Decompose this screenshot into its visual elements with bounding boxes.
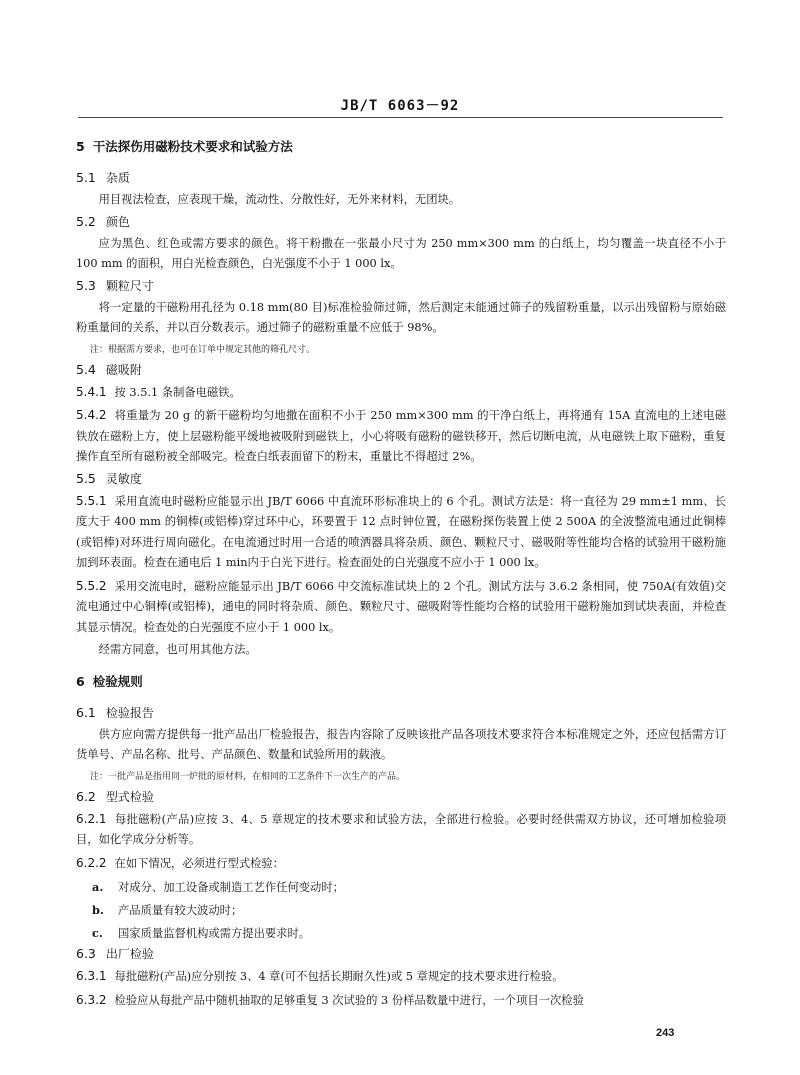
list-item-label: c. <box>92 926 103 940</box>
clause-6-3-heading <box>76 945 726 963</box>
clause-title: 颗粒尺寸 <box>105 278 154 293</box>
clause-title: 型式检验 <box>105 789 154 804</box>
clause-6-1-text: 供方应向需方提供每一批产品出厂检验报告，报告内容除了反映该批产品各项技术要求符合本标准规定之外，还应包括需方订货单号、产品名称、批号、产品颜色、数量和试验所用的载液。 <box>76 727 726 761</box>
clause-title: 灵敏度 <box>105 471 142 486</box>
list-item-label: b. <box>92 903 104 917</box>
clause-number: 6.2.1 <box>76 811 107 826</box>
clause-number: 5.5.2 <box>76 578 107 593</box>
list-item-label: a. <box>92 880 104 894</box>
clause-number: 5.4.2 <box>76 408 107 422</box>
clause-number: 6.3.2 <box>76 992 107 1007</box>
clause-text: 按 3.5.1 条制备电磁铁。 <box>114 385 241 399</box>
page-number: 243 <box>656 1027 675 1039</box>
list-item-text: 产品质量有较大波动时； <box>118 904 243 917</box>
clause-6-3-1 <box>76 966 726 988</box>
section-title: 检验规则 <box>92 673 143 689</box>
header-rule <box>78 117 723 118</box>
section-number: 5 <box>76 139 85 154</box>
list-item-text: 对成分、加工设备或制造工艺作任何变动时； <box>118 881 344 894</box>
clause-6-1-heading <box>76 704 726 722</box>
clause-5-1-heading <box>76 169 726 187</box>
clause-5-1-text: 用目视法检查，应表现干燥，流动性、分散性好，无外来材料，无团块。 <box>98 193 461 206</box>
clause-5-3-note: 注：根据需方要求，也可在订单中规定其他的筛孔尺寸。 <box>90 344 316 355</box>
clause-5-5-2 <box>76 576 726 639</box>
clause-number: 6.1 <box>76 704 96 720</box>
clause-6-2-2 <box>76 853 726 875</box>
clause-number: 5.2 <box>76 213 96 229</box>
clause-6-3-2 <box>76 990 726 1012</box>
clause-number: 5.5 <box>76 470 96 486</box>
document-body <box>76 138 726 1013</box>
clause-number: 6.2.2 <box>76 855 107 870</box>
clause-title: 出厂检验 <box>105 947 154 961</box>
clause-text: 每批磁粉(产品)应分别按 3、4 章(可不包括长期耐久性)或 5 章规定的技术要求进行检验。 <box>114 970 564 983</box>
list-item <box>92 876 726 899</box>
clause-5-2-text: 应为黑色、红色或需方要求的颜色。将干粉撒在一张最小尺寸为 250 mm×300 mm 的白纸上，均匀覆盖一块直径不小于 100 mm 的面积，用白光检查颜色，白光强度不小于 1 000 lx。 <box>76 236 726 270</box>
clause-5-2-heading <box>76 213 726 231</box>
list-item-text: 国家质量监督机构或需方提出要求时。 <box>118 927 311 940</box>
clause-6-1-note: 注：一批产品是指用同一炉批的原材料，在相同的工艺条件下一次生产的产品。 <box>90 771 406 782</box>
clause-6-2-heading <box>76 788 726 806</box>
clause-number: 6.3 <box>76 946 96 961</box>
clause-5-3-heading <box>76 277 726 295</box>
clause-number: 5.3 <box>76 277 96 293</box>
clause-number: 5.1 <box>76 170 96 185</box>
clause-5-4-1 <box>76 382 726 404</box>
clause-title: 颜色 <box>105 214 130 229</box>
section-5-heading <box>76 138 726 156</box>
section-title: 干法探伤用磁粉技术要求和试验方法 <box>92 139 293 154</box>
clause-text: 每批磁粉(产品)应按 3、4、5 章规定的技术要求和试验方法，全部进行检验。必要时经供需双方协议，还可增加检验项目，如化学成分分析等。 <box>76 812 726 846</box>
clause-text: 在如下情况，必须进行型式检验： <box>114 856 285 870</box>
clause-5-5-heading <box>76 470 726 488</box>
clause-number: 5.5.1 <box>76 493 107 508</box>
section-number: 6 <box>76 673 85 689</box>
clause-title: 杂质 <box>105 171 130 185</box>
clause-text: 将重量为 20 g 的新干磁粉均匀地撒在面积不小于 250 mm×300 mm 的干净白纸上，再将通有 15A 直流电的上述电磁铁放在磁粉上方，使上层磁粉能平缓地被吸附到磁铁上，小心将吸有磁粉的磁铁移开，然后切断电流，从电磁铁上取下磁粉，重复操作直至所有磁粉被全部吸完。检查白纸表面留下的粉末，重量比不得超过 2%。 <box>76 409 726 463</box>
clause-number: 6.2 <box>76 788 96 804</box>
clause-5-5-1 <box>76 491 726 574</box>
list-item <box>92 922 726 945</box>
clause-text: 采用交流电时，磁粉应能显示出 JB/T 6066 中交流标准试块上的 2 个孔。测试方法与 3.6.2 条相同，使 750A(有效值)交流电通过中心铜棒(或铝棒)，通电的同时将杂质、颜色、颗粒尺寸、磁吸附等性能均合格的试验用干磁粉施加到试块表面，并检查其显示情况。检查处的白光强度不应小于 1 000 lx。 <box>76 579 726 634</box>
clause-title: 磁吸附 <box>105 362 142 377</box>
clause-5-4-2 <box>76 405 726 468</box>
clause-5-4-heading <box>76 361 726 379</box>
clause-number: 6.3.1 <box>76 969 107 983</box>
list-item <box>92 899 726 922</box>
clause-title: 检验报告 <box>105 705 154 720</box>
section-6-heading <box>76 673 726 691</box>
clause-text: 采用直流电时磁粉应能显示出 JB/T 6066 中直流环形标准块上的 6 个孔。测试方法是：将一直径为 29 mm±1 mm、长度大于 400 mm 的铜棒(或铝棒)穿过环中心，环要置于 12 点时钟位置，在磁粉探伤装置上使 2 500A 的全波整流电通过此铜棒(或铝棒)对环进行周向磁化。在电流通过时用一合适的喷洒器具将杂质、颜色、颗粒尺寸、磁吸附等性能均合格的试验用干磁粉施加到环表面。检查在通电后 1 min内于白光下进行。检查面处的白光强度不应小于 1 000 lx。 <box>76 494 726 569</box>
clause-6-2-1 <box>76 809 726 851</box>
clause-number: 5.4 <box>76 361 96 377</box>
clause-5-3-text: 将一定量的干磁粉用孔径为 0.18 mm(80 目)标准检验筛过筛，然后测定未能通过筛子的残留粉重量，以示出残留粉与原始磁粉重量间的关系，并以百分数表示。通过筛子的磁粉重量不应低于 98%。 <box>76 300 726 334</box>
standard-code-header: JB/T 6063－92 <box>340 98 460 114</box>
clause-text: 检验应从每批产品中随机抽取的足够重复 3 次试验的 3 份样品数量中进行，一个项目一次检验 <box>114 993 584 1007</box>
clause-5-5-extra: 经需方同意，也可用其他方法。 <box>98 643 257 656</box>
clause-number: 5.4.1 <box>76 384 107 399</box>
